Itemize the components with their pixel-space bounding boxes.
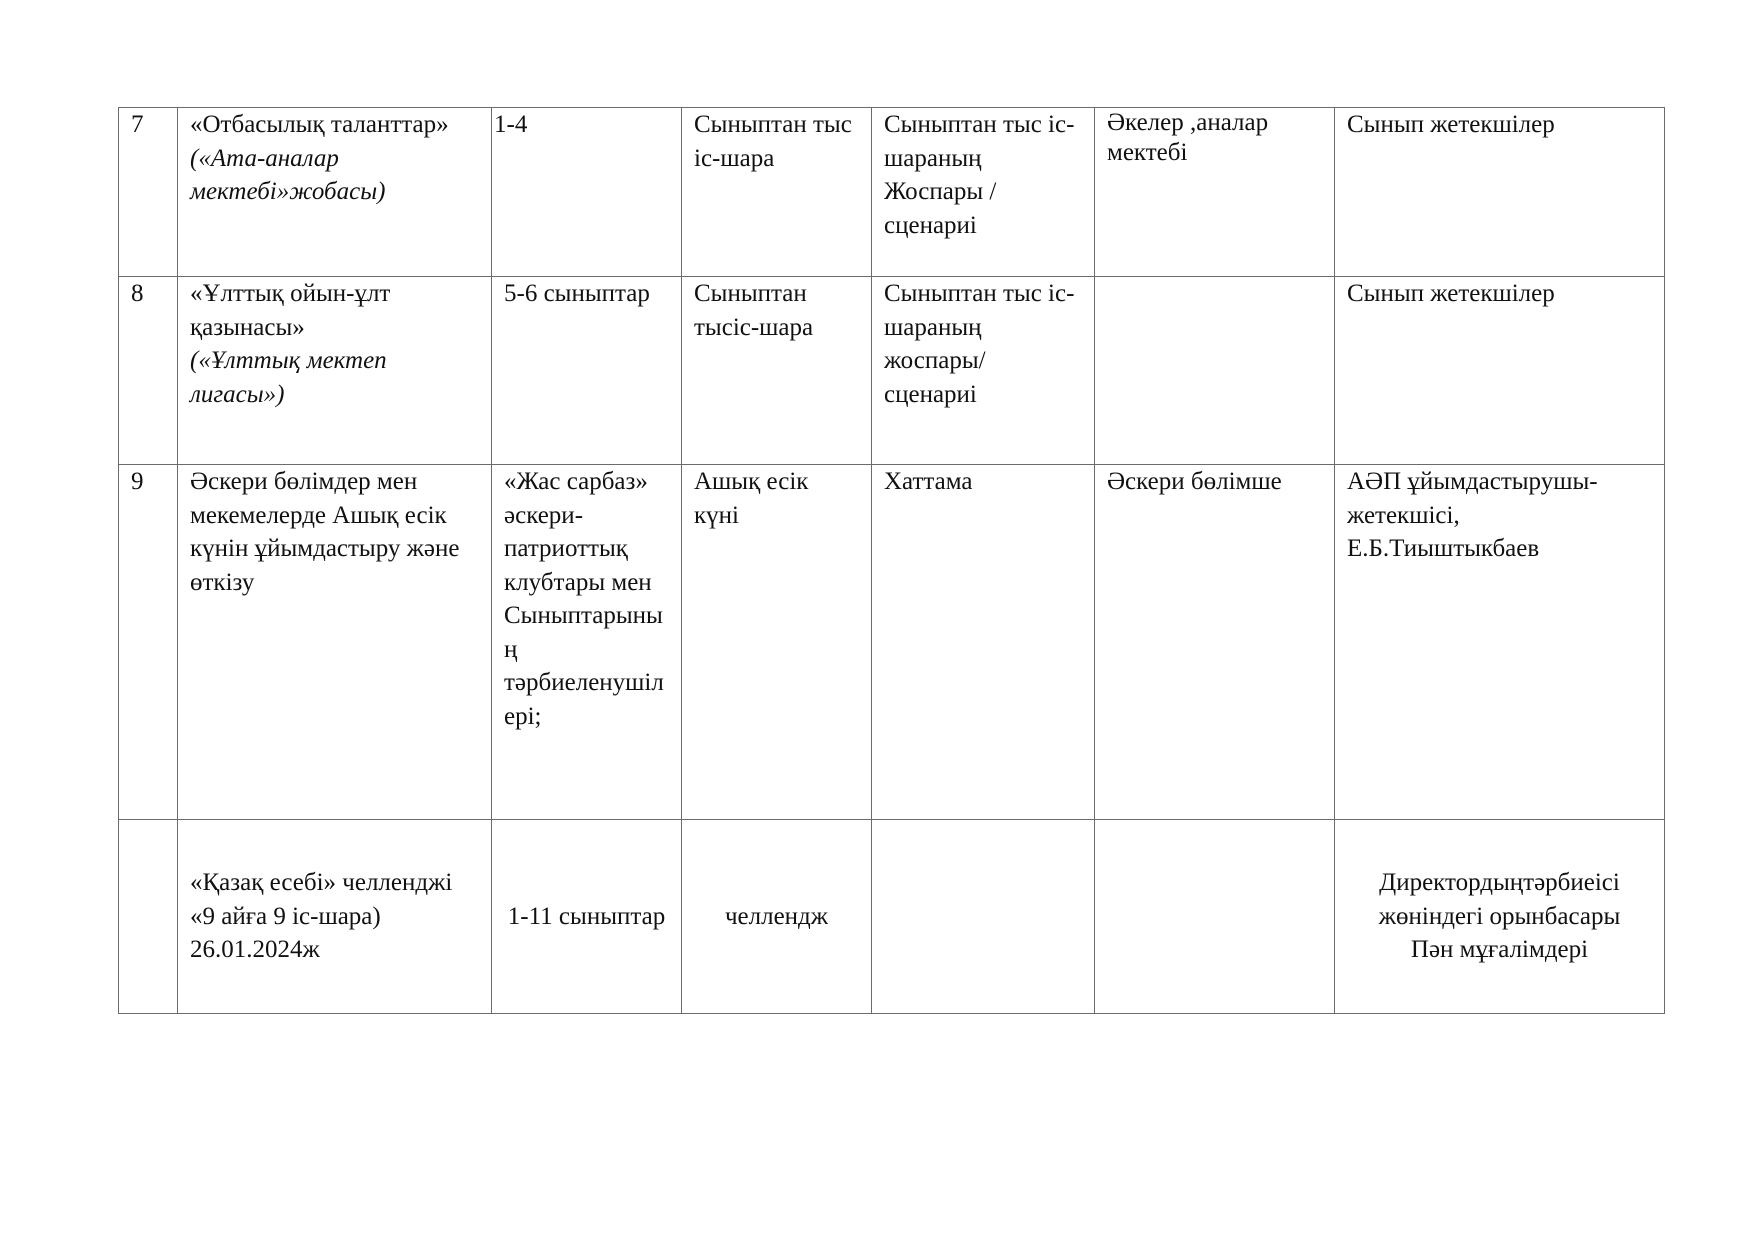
form-cell [682,465,872,820]
partner-cell [1095,465,1335,820]
form-cell [682,820,872,1014]
event-form: Ашық есік күні [694,468,809,529]
plan-table [118,107,1665,1014]
responsible-cell [1335,465,1665,820]
participants: «Жас сарбаз» әскери-патриоттық клубтары мен Сыныптарының тәрбиеленушілері; [504,468,664,730]
event-title-cell [178,108,492,277]
table-row [119,277,1665,465]
partner: Әскери бөлімше [1107,468,1282,495]
event-title-cell [178,820,492,1014]
responsible-cell [1335,108,1665,277]
participants: 5-6 сыныптар [504,280,650,307]
partner-cell [1095,820,1335,1014]
row-number: 8 [131,280,144,307]
event-title-cell [178,465,492,820]
event-title-cell [178,277,492,465]
event-title: «Отбасылық таланттар» [190,111,449,138]
event-title-note: («Ата-аналар мектебі»жобасы) [190,144,386,205]
event-title: Әскери бөлімдер мен мекемелерде Ашық есік күнін ұйымдастыру және өткізу [190,468,460,596]
row-number-cell [119,820,178,1014]
table-row [119,820,1665,1014]
row-number-cell [119,277,178,465]
result-cell [872,820,1095,1014]
result-cell [872,277,1095,465]
event-form: челлендж [724,902,829,930]
responsible-cell [1335,277,1665,465]
participants-cell [492,820,682,1014]
row-number: 7 [131,111,144,138]
event-title-note: («Ұлттық мектеп лигасы») [190,347,387,408]
participants-cell [492,465,682,820]
responsible-cell [1335,820,1665,1014]
responsible: Сынып жетекшілер [1347,280,1555,307]
participants: 1-11 сыныптар [507,902,666,930]
table-row [119,108,1665,277]
row-number-cell [119,108,178,277]
partner-cell [1095,108,1335,277]
participants-cell [492,277,682,465]
responsible-secondary: Пән мұғалімдері [1410,936,1589,964]
event-form: Сыныптан тыс іс-шара [694,111,852,172]
result-cell [872,465,1095,820]
partner: Әкелер ,аналар мектебі [1107,109,1269,166]
result-document: Хаттама [884,468,973,495]
result-cell [872,108,1095,277]
partner-cell [1095,277,1335,465]
table-row [119,465,1665,820]
event-title: «Ұлттық ойын-ұлт қазынасы» [190,280,391,341]
form-cell [682,277,872,465]
event-date: 26.01.2024ж [190,936,320,964]
participants-cell [492,108,682,277]
form-cell [682,108,872,277]
participants: 1-4 [494,111,528,138]
event-form: Сыныптан тысіс-шара [694,280,814,341]
responsible: АӘП ұйымдастырушы-жетекшісі, Е.Б.Тиыштыкбаев [1347,468,1598,562]
responsible: Директордыңтәрбиеісі жөніндегі орынбасары [1378,869,1621,930]
result-document: Сыныптан тыс іс-шараның Жоспары /сценариі [884,111,1075,239]
event-title: «Қазақ есебі» челленджі «9 айға 9 іс-шара) [190,869,453,930]
responsible: Сынып жетекшілер [1347,111,1555,138]
row-number-cell [119,465,178,820]
row-number: 9 [131,468,144,495]
result-document: Сыныптан тыс іс-шараның жоспары/ сценариі [884,280,1075,408]
